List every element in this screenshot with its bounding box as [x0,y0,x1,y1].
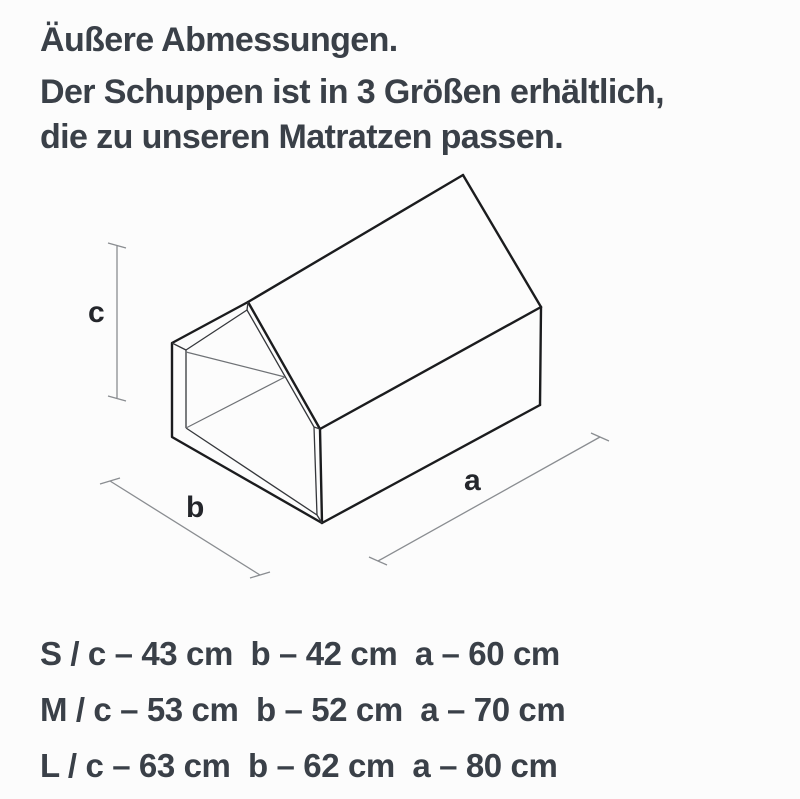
page-title: Äußere Abmessungen. [40,21,398,59]
size-row-s: S / c – 43 cm b – 42 cm a – 60 cm [40,635,560,672]
shed-far-wall-edge [540,307,541,405]
intro-line-1: Der Schuppen ist in 3 Größen erhältlich, [40,73,665,111]
dimension-line-c [108,243,126,401]
shed-far-gable-slope [463,175,541,307]
dimension-line-b [100,478,270,578]
shed-right-eave-edge [320,307,541,429]
dimension-label-b: b [186,491,205,524]
size-table [40,626,565,794]
shed-wall-thickness-connectors [172,302,322,523]
shed-right-wall-bottom-edge [322,405,540,523]
shed-front-face-outline [172,302,322,523]
dimension-line-a [369,433,609,565]
shed-front-opening-inner-edge [186,310,317,515]
intro-line-2: die zu unseren Matratzen passen. [40,118,564,156]
size-row-m: M / c – 53 cm b – 52 cm a – 70 cm [40,691,566,728]
shed-roof-ridge [248,175,463,302]
dimension-label-c: c [88,296,105,329]
shed-interior-lines [186,352,285,428]
dimension-label-a: a [464,464,481,497]
size-row-l: L / c – 63 cm b – 62 cm a – 80 cm [40,747,558,784]
